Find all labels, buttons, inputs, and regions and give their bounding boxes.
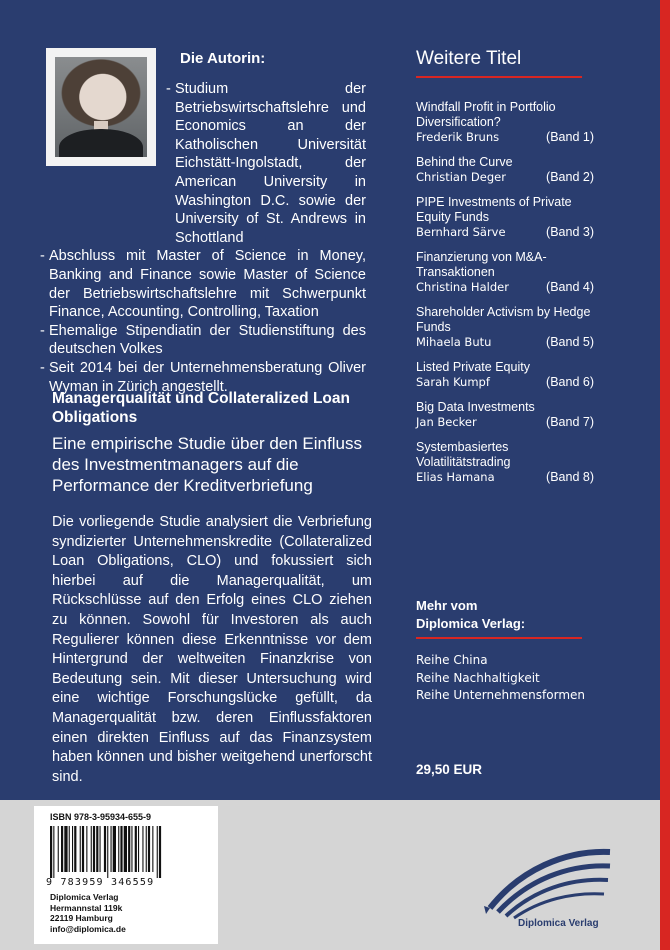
title-name: Windfall Profit in Portfolio Diversification? xyxy=(416,100,556,129)
title-name: Listed Private Equity xyxy=(416,360,530,374)
title-name: Systembasiertes Volatilitätstrading xyxy=(416,440,511,469)
title-entry xyxy=(416,155,594,185)
author-bio-item: - Ehemalige Stipendiatin der Studienstiftung des deutschen Volkes xyxy=(40,322,366,358)
series-item: Reihe Nachhaltigkeit xyxy=(416,670,540,685)
barcode xyxy=(46,826,206,878)
barcode-box xyxy=(34,806,218,944)
further-titles-list xyxy=(416,100,594,495)
title-band: (Band 2) xyxy=(546,170,594,184)
title-band: (Band 1) xyxy=(546,130,594,144)
title-band: (Band 4) xyxy=(546,280,594,294)
title-author: Elias Hamana xyxy=(416,470,495,484)
title-name: Finanzierung von M&A-Transaktionen xyxy=(416,250,547,279)
author-bio-item: - Seit 2014 bei der Unternehmensberatung Oliver Wyman in Zürich angestellt. xyxy=(40,359,366,395)
logo-text: Diplomica Verlag xyxy=(518,918,599,929)
publisher-address: Diplomica Verlag Hermannstal 119k 22119 Hamburg info@diplomica.de xyxy=(50,892,126,934)
further-titles-heading: Weitere Titel xyxy=(416,48,522,69)
author-heading: Die Autorin: xyxy=(180,50,266,67)
title-author: Mihaela Butu xyxy=(416,335,492,349)
series-list xyxy=(416,652,585,705)
heading-underline xyxy=(416,76,582,78)
title-entry xyxy=(416,250,594,295)
title-name: Shareholder Activism by Hedge Funds xyxy=(416,305,591,334)
more-underline xyxy=(416,637,582,639)
price: 29,50 EUR xyxy=(416,762,483,777)
title-band: (Band 7) xyxy=(546,415,594,429)
series-item: Reihe China xyxy=(416,653,488,667)
more-from-publisher: Mehr vom Diplomica Verlag: xyxy=(416,598,526,631)
title-name: Big Data Investments xyxy=(416,400,535,414)
book-subtitle: Eine empirische Studie über den Einfluss des Investmentmanagers auf die Performance der Kreditverbriefung xyxy=(52,434,362,495)
barcode-digits: 9 783959 346559 xyxy=(46,877,155,888)
title-name: PIPE Investments of Private Equity Funds xyxy=(416,195,572,224)
title-band: (Band 3) xyxy=(546,225,594,239)
isbn: ISBN 978-3-95934-655-9 xyxy=(50,812,152,822)
red-edge-strip xyxy=(660,0,670,950)
title-name: Behind the Curve xyxy=(416,155,513,169)
title-entry xyxy=(416,440,594,485)
title-author: Frederik Bruns xyxy=(416,130,500,144)
title-author: Christian Deger xyxy=(416,170,506,184)
book-description: Die vorliegende Studie analysiert die Verbriefung syndizierter Unternehmenskredite (Collateralized Loan Obligations, CLO) und fokussiert sich hierbei auf die Managerqualität, um Rückschlüsse auf den Erfolg eines CLO ziehen zu können. Sowohl für Investoren als auch Regulierer können diese Erkenntnisse vor dem Hintergrund der weltweiten Finanzkrise von Bedeutung sein. Mit dieser Untersuchung wird eine wichtige Forschungslücke gefüllt, da Managerqualität bzw. deren Einflussfaktoren einen direkten Einfluss auf das Finanzsystem haben können und bisher weitgehend unerforscht sind. xyxy=(52,514,372,785)
title-author: Christina Halder xyxy=(416,280,509,294)
title-author: Jan Becker xyxy=(416,415,477,429)
title-entry xyxy=(416,195,594,240)
title-entry xyxy=(416,360,594,390)
author-bio-item: - Studium der Betriebswirtschaftslehre und Economics an der Katholischen Universität Eichstätt-Ingolstadt, der American University in Washington D.C. sowie der University of St. Andrews in Schottland xyxy=(166,81,366,246)
title-band: (Band 6) xyxy=(546,375,594,389)
author-bio-item: - Abschluss mit Master of Science in Money, Banking and Finance sowie Master of Science der Betriebswirtschaftslehre mit Schwerpunkt Finance, Accounting, Controlling, Taxation xyxy=(40,248,366,321)
title-author: Bernhard Särve xyxy=(416,225,506,239)
book-title: Managerqualität und Collateralized Loan Obligations xyxy=(52,390,350,426)
title-band: (Band 8) xyxy=(546,470,594,484)
title-entry xyxy=(416,100,594,145)
title-band: (Band 5) xyxy=(546,335,594,349)
title-entry xyxy=(416,400,594,430)
author-bio-list xyxy=(40,80,366,396)
series-item: Reihe Unternehmensformen xyxy=(416,688,586,702)
title-author: Sarah Kumpf xyxy=(416,375,490,389)
title-entry xyxy=(416,305,594,350)
